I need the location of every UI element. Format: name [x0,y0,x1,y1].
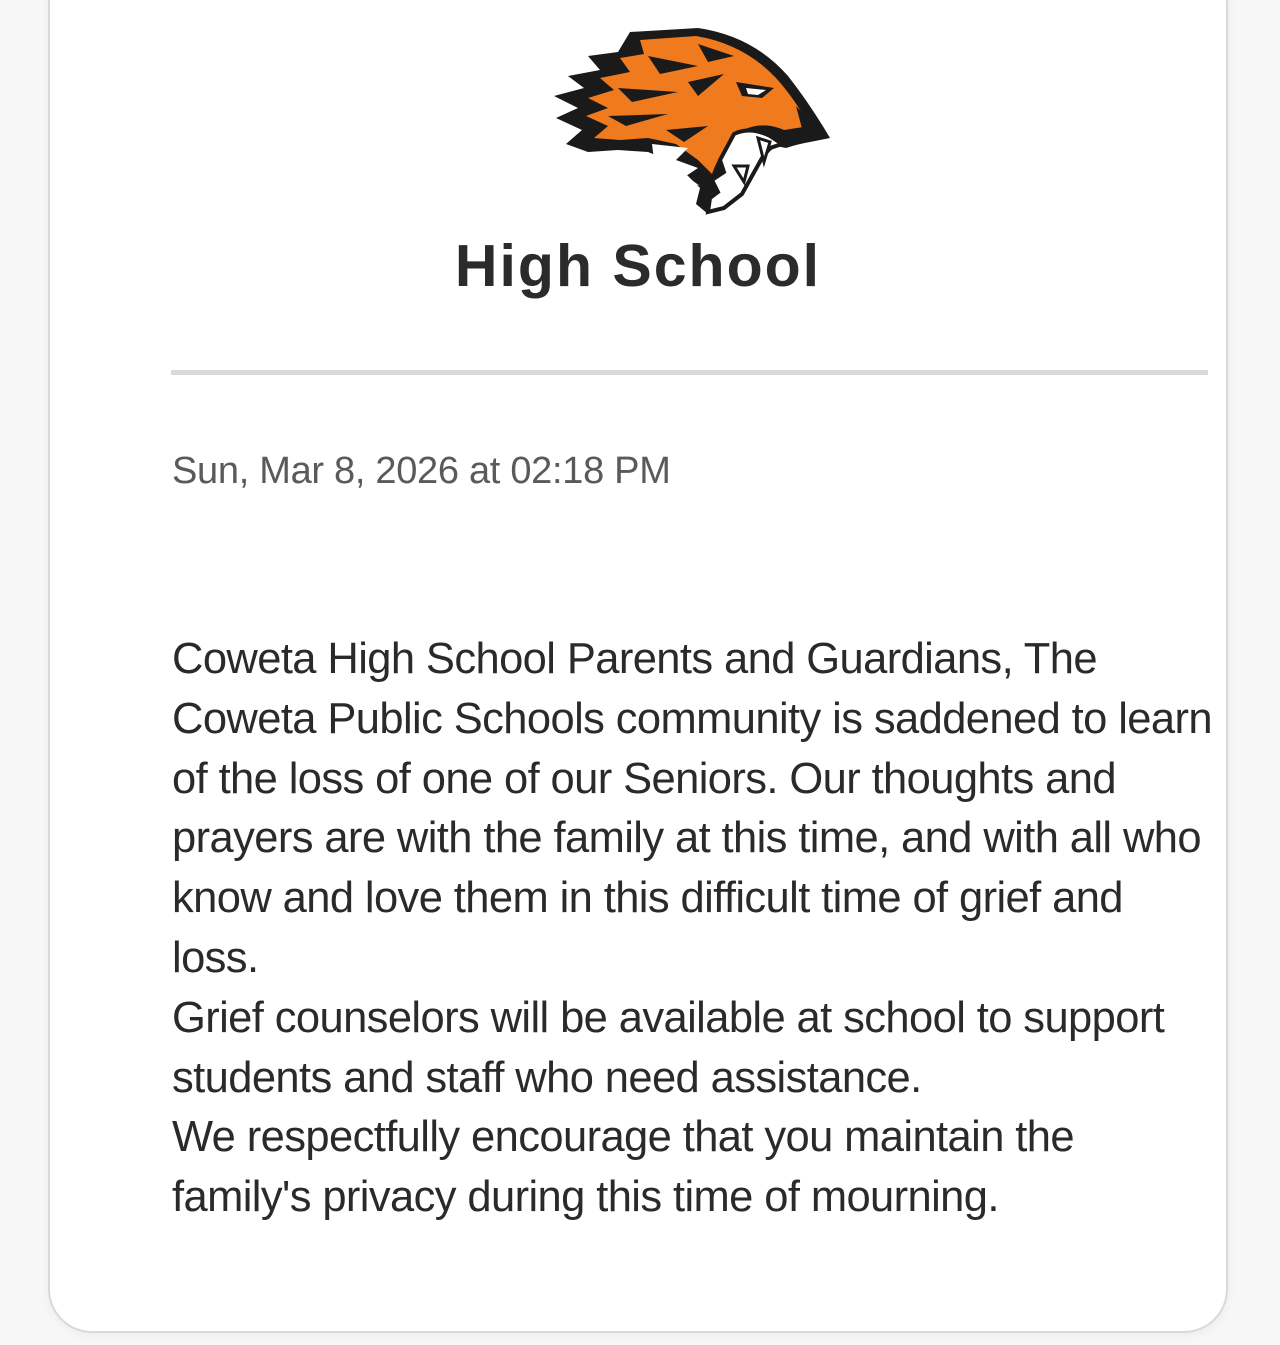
message-paragraph: Grief counselors will be available at school to support students and staff who need assistance. [172,993,1165,1102]
message-paragraph: We respectfully encourage that you maintain the family's privacy during this time of mourning. [172,1113,1074,1222]
header-divider [171,370,1208,375]
announcement-card [48,0,1228,1333]
tiger-head-icon [548,26,832,216]
message-body [172,630,1212,1228]
message-paragraph: Coweta High School Parents and Guardians, The Coweta Public Schools community is saddened to learn of the loss of one of our Seniors. Our thoughts and prayers are with the family at this time, and with all who know and love them in this difficult time of grief and loss. [172,635,1212,982]
school-name: High School [454,233,822,299]
message-timestamp: Sun, Mar 8, 2026 at 02:18 PM [172,450,671,492]
